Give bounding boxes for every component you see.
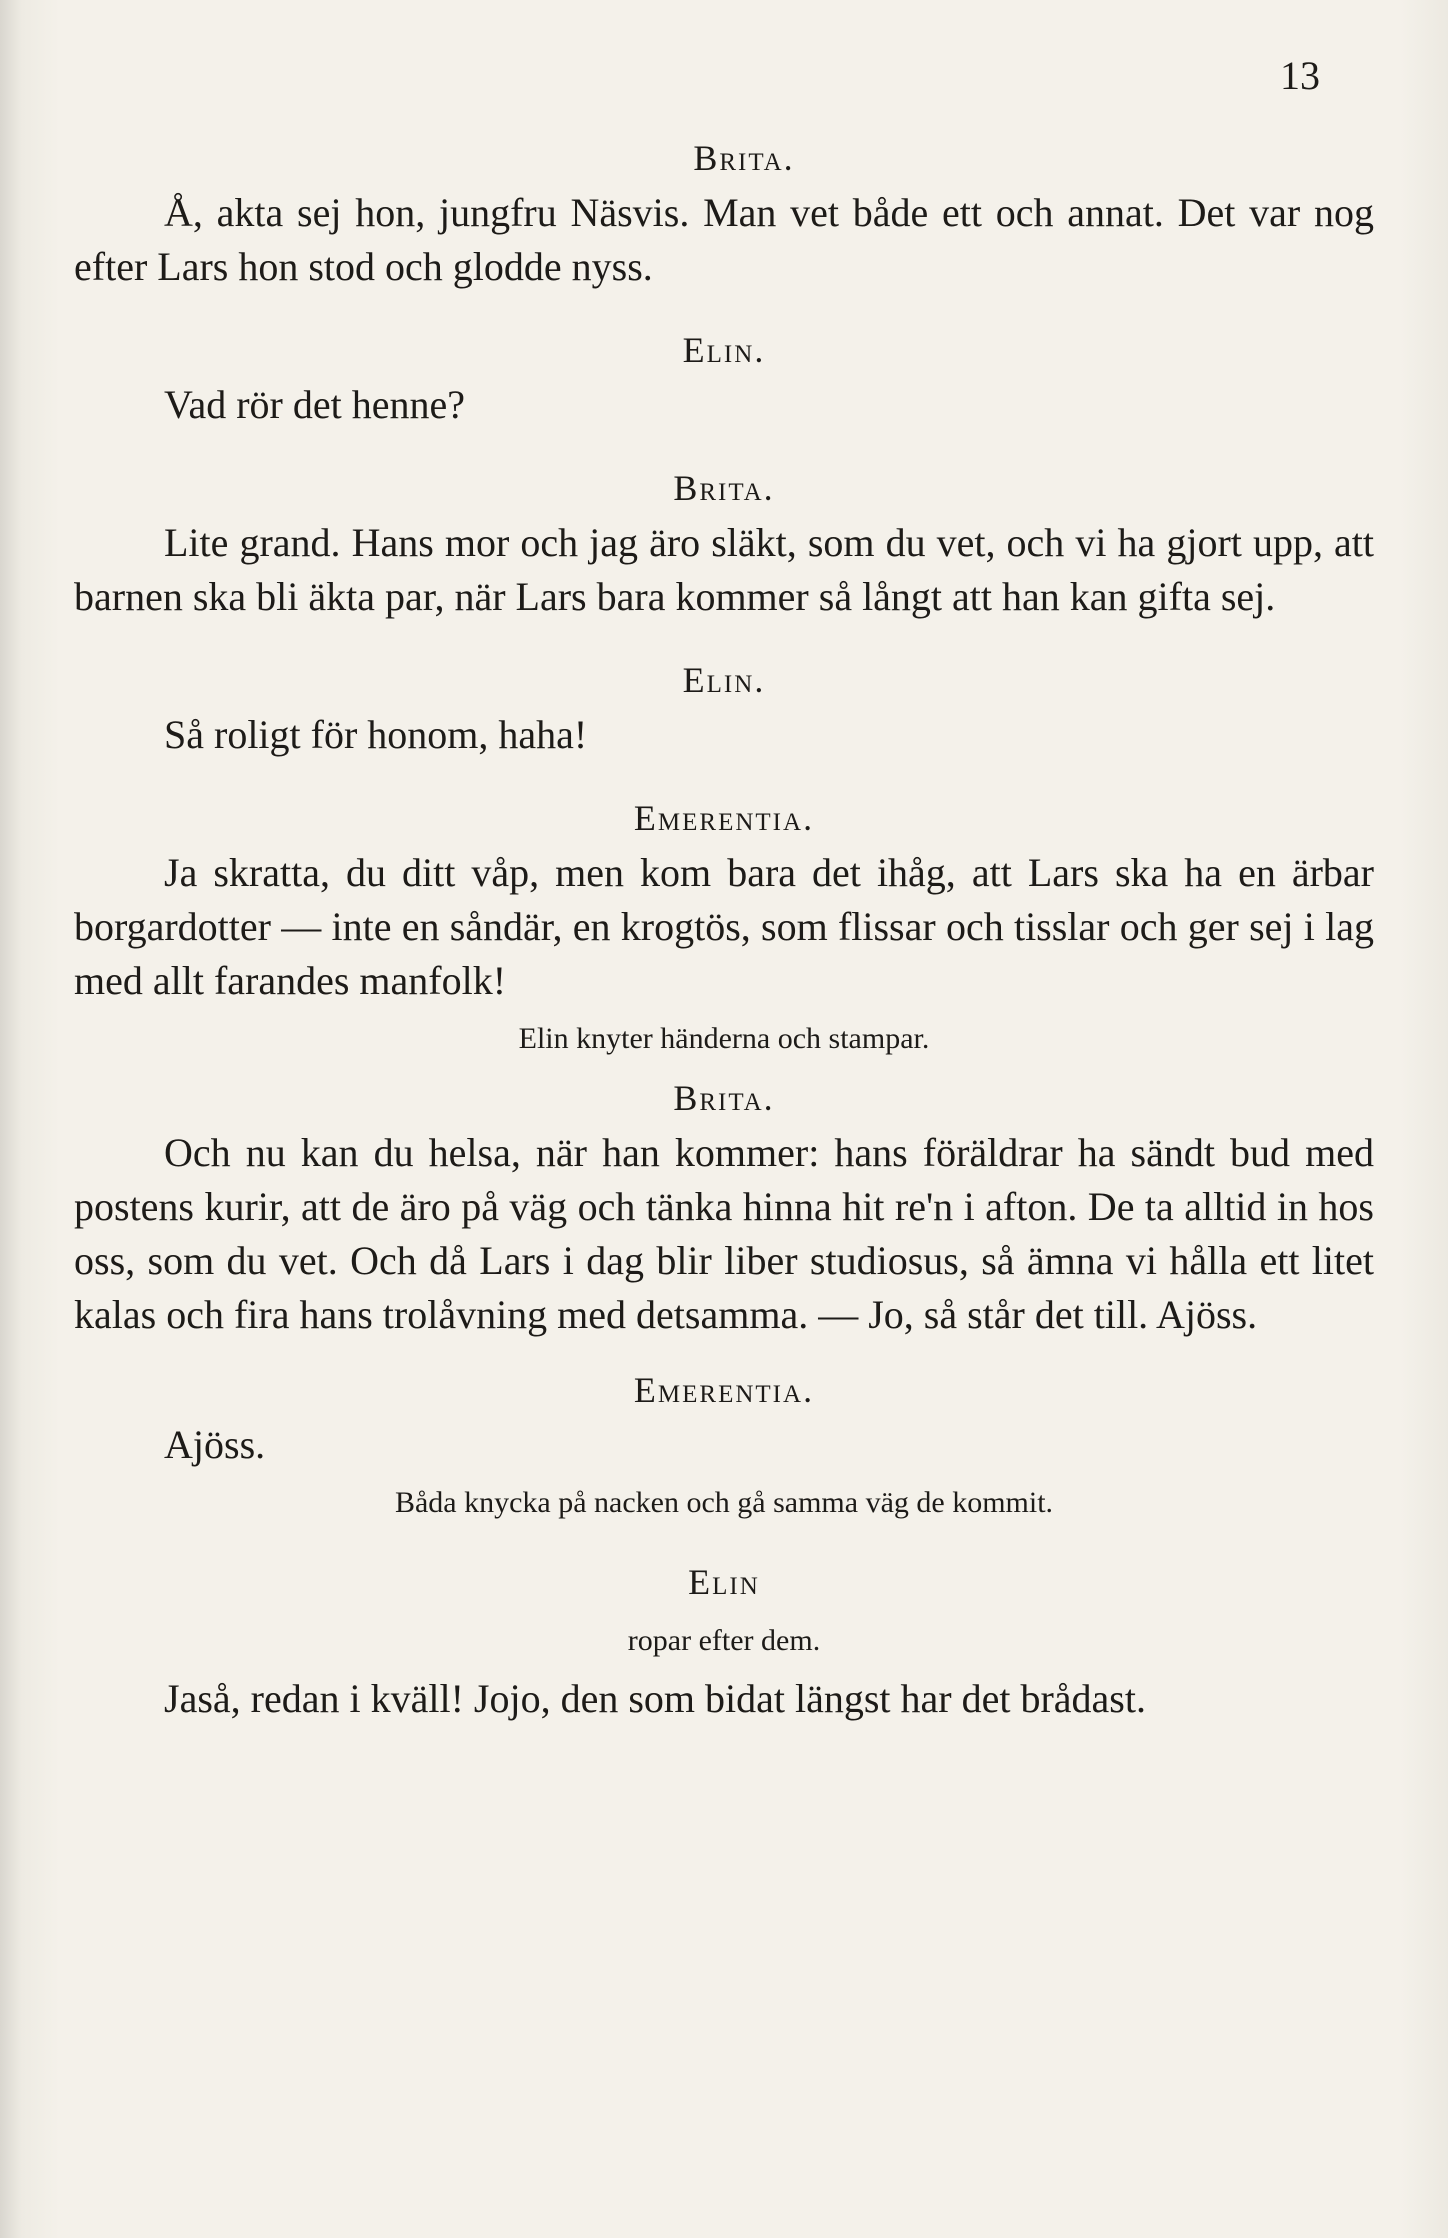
stage-direction: Elin knyter händerna och stampar. <box>518 1022 930 1055</box>
dialogue-paragraph: Lite grand. Hans mor och jag äro släkt, som du vet, och vi ha gjort upp, att barnen ska bli äkta par, när Lars bara kommer så långt att han kan gifta sej. <box>74 520 1374 619</box>
stage-direction: ropar efter dem. <box>627 1624 821 1657</box>
speaker-name: Emerentia. <box>633 798 815 838</box>
dialogue-paragraph: Jaså, redan i kväll! Jojo, den som bidat längst har det brådast. <box>164 1676 1146 1721</box>
speaker-name: Brita. <box>673 468 775 508</box>
speaker-name: Brita. <box>673 1078 775 1118</box>
speaker-name: Elin. <box>682 330 766 370</box>
speaker-name: Brita. <box>693 138 795 178</box>
speaker-name: Elin. <box>682 660 766 700</box>
play-text <box>74 130 1374 1726</box>
stage-direction: Båda knycka på nacken och gå samma väg de kommit. <box>394 1486 1054 1519</box>
dialogue-paragraph: Vad rör det henne? <box>164 382 465 427</box>
dialogue-paragraph: Och nu kan du helsa, när han kommer: hans föräldrar ha sändt bud med postens kurir, att de äro på väg och tänka hinna hit re'n i afton. De ta alltid in hos oss, som du vet. Och då Lars i dag blir liber studiosus, så ämna vi hålla ett litet kalas och fira hans trolåvning med detsamma. — Jo, så står det till. Ajöss. <box>74 1130 1374 1337</box>
page-number: 13 <box>1280 53 1320 98</box>
speaker-name: Elin <box>688 1562 760 1602</box>
dialogue-paragraph: Å, akta sej hon, jungfru Näsvis. Man vet både ett och annat. Det var nog efter Lars hon stod och glodde nyss. <box>74 190 1374 289</box>
speaker-name: Emerentia. <box>633 1370 815 1410</box>
dialogue-paragraph: Ajöss. <box>164 1422 266 1467</box>
dialogue-paragraph: Ja skratta, du ditt våp, men kom bara det ihåg, att Lars ska ha en ärbar borgardotter — inte en såndär, en krogtös, som flissar och tisslar och ger sej i lag med allt farandes manfolk! <box>74 850 1374 1003</box>
dialogue-paragraph: Så roligt för honom, haha! <box>164 712 588 757</box>
